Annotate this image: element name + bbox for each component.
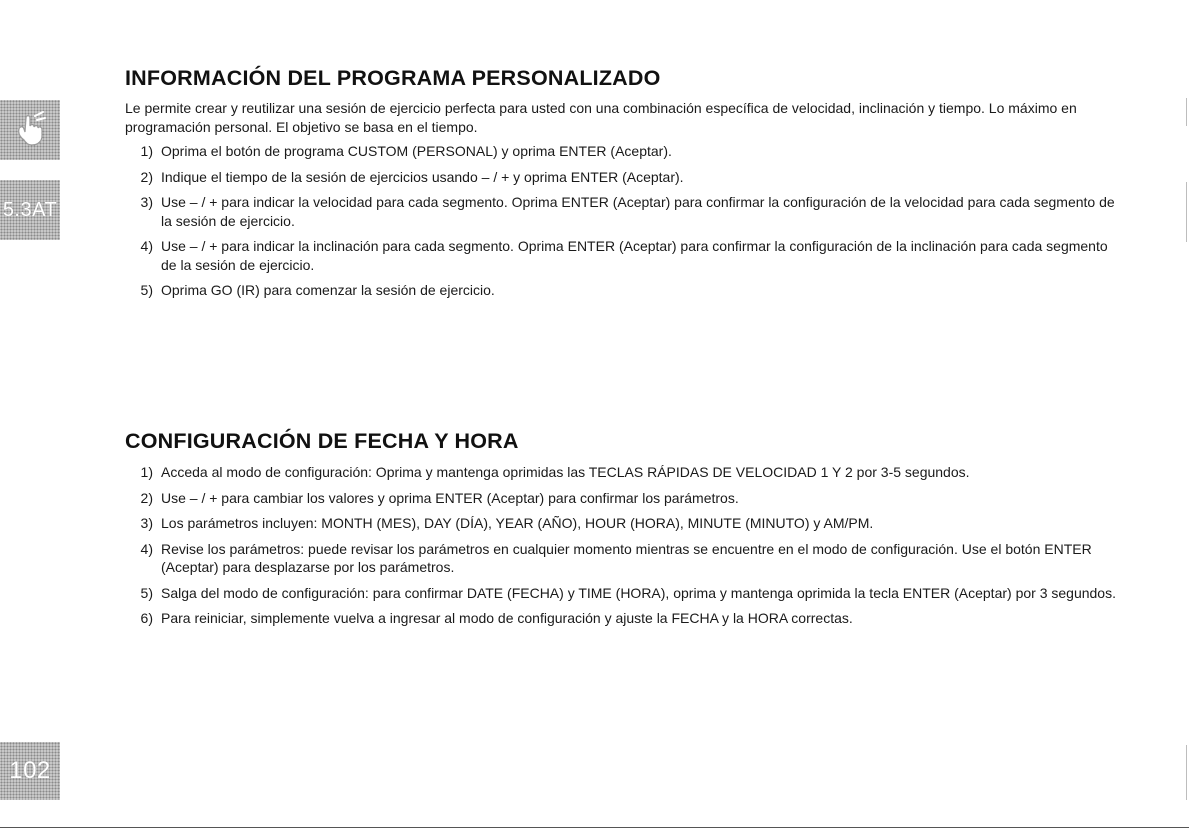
list-item (125, 463, 1125, 482)
section-title: CONFIGURACIÓN DE FECHA Y HORA (125, 429, 519, 453)
margin-rule (1186, 745, 1187, 800)
list-item (125, 142, 1125, 161)
hand-pointer-tab (0, 100, 60, 160)
page-number-tab (0, 742, 60, 800)
step-text: Use – / + para indicar la inclinación para cada segmento. Oprima ENTER (Aceptar) para confirmar la configuración de la inclinación para cada segmento de la sesión de ejercicio. (161, 238, 1108, 273)
steps-list (125, 463, 1125, 628)
page-number: 102 (9, 757, 51, 784)
section-tab (0, 180, 60, 240)
step-number: 3) (140, 515, 153, 531)
list-item (125, 489, 1125, 508)
bottom-rule (0, 827, 1189, 828)
list-item (125, 609, 1125, 628)
step-number: 5) (140, 282, 153, 298)
step-text: Acceda al modo de configuración: Oprima y mantenga oprimidas las TECLAS RÁPIDAS DE VELOCIDAD 1 Y 2 por 3-5 segundos. (161, 464, 970, 480)
hand-pointer-icon (10, 110, 50, 150)
list-item (125, 540, 1125, 577)
margin-rule (1186, 98, 1187, 126)
margin-rule (1186, 182, 1187, 242)
custom-program-section (125, 66, 1125, 307)
list-item (125, 281, 1125, 300)
step-number: 1) (140, 464, 153, 480)
step-number: 5) (140, 584, 153, 601)
step-text: Oprima GO (IR) para comenzar la sesión de ejercicio. (161, 282, 495, 298)
step-text: Indique el tiempo de la sesión de ejercicios usando – / + y oprima ENTER (Aceptar). (161, 168, 684, 185)
step-number: 6) (140, 610, 153, 626)
step-text: Salga del modo de configuración: para confirmar DATE (FECHA) y TIME (HORA), oprima y mantenga oprimida la tecla ENTER (Aceptar) por 3 segundos. (161, 584, 1116, 601)
date-time-section (125, 429, 1125, 635)
step-text: Revise los parámetros: puede revisar los parámetros en cualquier momento mientras se encuentre en el modo de configuración. Use el botón ENTER (Aceptar) para desplazarse por los parámetros. (161, 540, 1092, 575)
section-tab-label: 5.3AT (2, 198, 58, 221)
section-title: INFORMACIÓN DEL PROGRAMA PERSONALIZADO (125, 66, 661, 90)
step-text: Oprima el botón de programa CUSTOM (PERSONAL) y oprima ENTER (Aceptar). (161, 143, 672, 159)
step-text: Los parámetros incluyen: MONTH (MES), DAY (DÍA), YEAR (AÑO), HOUR (HORA), MINUTE (MINUTO) y AM/PM. (161, 515, 874, 531)
intro-paragraph: Le permite crear y reutilizar una sesión de ejercicio perfecta para usted con una combinación específica de velocidad, inclinación y tiempo. Lo máximo en programación personal. El objetivo se basa en el tiempo. (125, 100, 1077, 135)
list-item (125, 237, 1125, 274)
step-number: 4) (140, 238, 153, 254)
steps-list (125, 142, 1125, 300)
step-text: Use – / + para indicar la velocidad para cada segmento. Oprima ENTER (Aceptar) para confirmar la configuración de la velocidad para cada segmento de la sesión de ejercicio. (161, 194, 1115, 229)
list-item (125, 584, 1125, 603)
step-number: 3) (140, 194, 153, 210)
step-number: 2) (140, 168, 153, 185)
step-text: Para reiniciar, simplemente vuelva a ingresar al modo de configuración y ajuste la FECHA y la HORA correctas. (161, 610, 853, 626)
step-text: Use – / + para cambiar los valores y oprima ENTER (Aceptar) para confirmar los parámetros. (161, 489, 739, 506)
step-number: 4) (140, 540, 153, 557)
step-number: 1) (140, 143, 153, 159)
list-item (125, 514, 1125, 533)
list-item (125, 193, 1125, 230)
step-number: 2) (140, 489, 153, 506)
list-item (125, 168, 1125, 187)
